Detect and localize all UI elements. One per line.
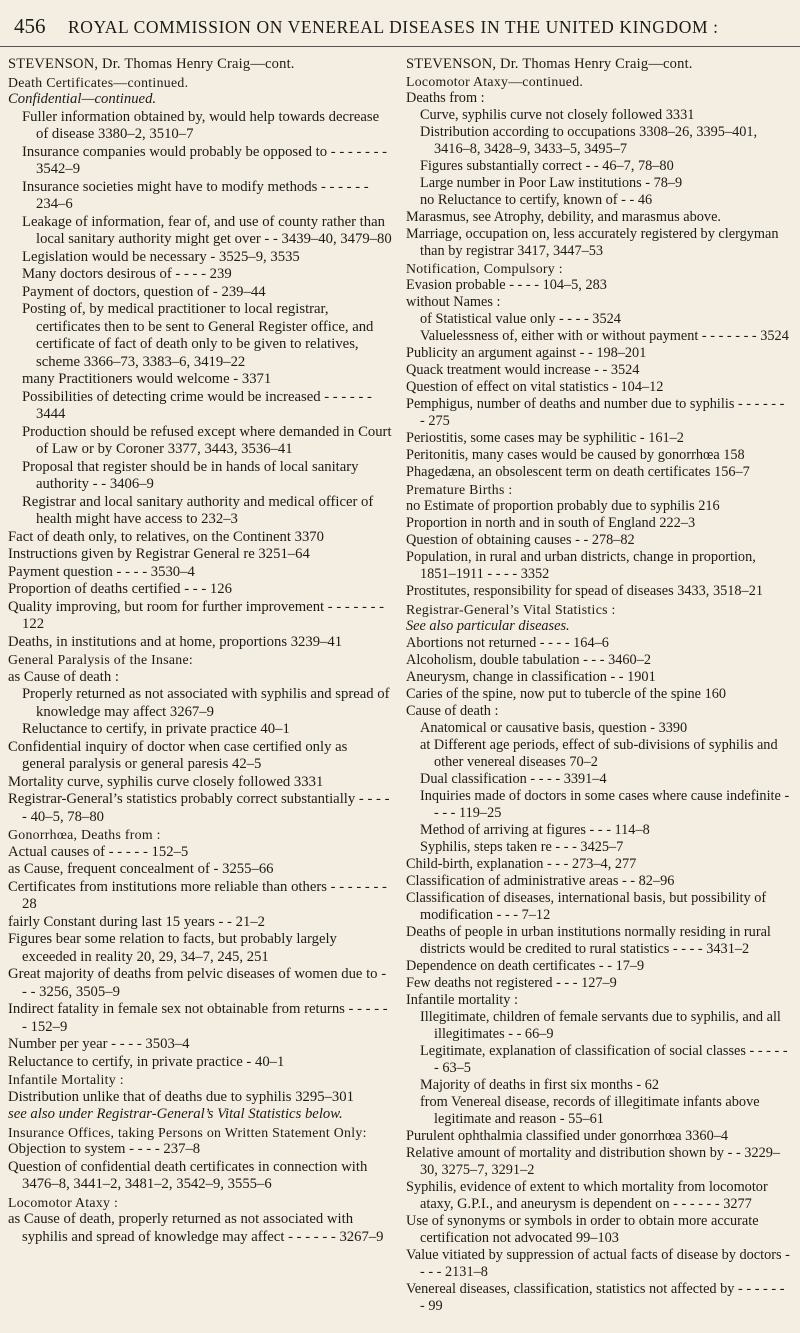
index-entry: Fuller information obtained by, would help towards decrease of disease 3380–2, 3510–7 bbox=[22, 108, 380, 142]
index-entry: no Reluctance to certify, known of - - 46 bbox=[420, 192, 653, 209]
index-entry: Phagedæna, an obsolescent term on death certificates 156–7 bbox=[406, 464, 750, 481]
index-entry: Infantile Mortality : bbox=[8, 1072, 124, 1087]
index-entry: Aneurysm, change in classification - - 1901 bbox=[406, 668, 656, 685]
index-entry: Dependence on death certificates - - 17–9 bbox=[406, 957, 645, 974]
index-entry: Value vitiated by suppression of actual facts of disease by doctors - - - - 2131–8 bbox=[406, 1247, 790, 1281]
index-entry: Publicity an argument against - - 198–201 bbox=[406, 345, 647, 362]
index-entry: Actual causes of - - - - - 152–5 bbox=[8, 843, 189, 860]
index-entry: Confidential—continued. bbox=[8, 91, 157, 107]
index-entry: Deaths, in institutions and at home, proportions 3239–41 bbox=[8, 633, 343, 650]
index-entry: Insurance companies would probably be opposed to - - - - - - - 3542–9 bbox=[22, 143, 388, 177]
index-entry: Alcoholism, double tabulation - - - 3460–2 bbox=[406, 651, 651, 668]
index-entry: Large number in Poor Law institutions - 78–9 bbox=[420, 175, 683, 192]
index-entry: Quality improving, but room for further improvement - - - - - - - 122 bbox=[8, 598, 385, 632]
index-entry: from Venereal disease, records of illegitimate infants above legitimate and reason - 55–61 bbox=[420, 1093, 760, 1127]
index-entry: Premature Births : bbox=[406, 482, 513, 498]
index-entry: Payment question - - - - 3530–4 bbox=[8, 563, 195, 580]
index-entry: Objection to system - - - - 237–8 bbox=[8, 1141, 201, 1157]
index-entry: Gonorrhœa, Deaths from : bbox=[8, 827, 161, 842]
index-entry: Syphilis, steps taken re - - - 3425–7 bbox=[420, 838, 624, 855]
index-entry: Classification of administrative areas - - 82–96 bbox=[406, 872, 675, 889]
index-entry: Use of synonyms or symbols in order to obtain more accurate certification not advocated 99–103 bbox=[406, 1213, 759, 1247]
index-entry: at Different age periods, effect of sub-divisions of syphilis and other venereal diseases 70–2 bbox=[420, 736, 778, 770]
index-entry: Valuelessness of, either with or without payment - - - - - - - 3524 bbox=[420, 328, 789, 345]
index-entry: Anatomical or causative basis, question - 3390 bbox=[420, 719, 688, 736]
index-entry: Reluctance to certify, in private practice 40–1 bbox=[22, 721, 290, 737]
index-entry: Leakage of information, fear of, and use of county rather than local sanitary authority might get over - - 3439–40, 3479–80 bbox=[22, 213, 392, 247]
index-entry: Locomotor Ataxy : bbox=[8, 1194, 119, 1210]
index-entry: Legitimate, explanation of classification of social classes - - - - - - 63–5 bbox=[420, 1042, 788, 1076]
index-entry: Registrar-General’s statistics probably correct substantially - - - - - 40–5, 78–80 bbox=[8, 791, 390, 825]
index-entry: Infantile mortality : bbox=[406, 991, 518, 1008]
index-entry: Posting of, by medical practitioner to local registrar, certificates then to be sent to General Register office, and certificate of fact of death only to be given to relatives, scheme 3366–73, 3383–6, 3419–22 bbox=[22, 301, 374, 370]
index-entry: Many doctors desirous of - - - - 239 bbox=[22, 266, 232, 282]
index-entry: Periostitis, some cases may be syphilitic - 161–2 bbox=[406, 430, 684, 447]
index-entry: Classification of diseases, international basis, but possibility of modification - - - 7–12 bbox=[406, 889, 767, 923]
index-entry: Question of obtaining causes - - 278–82 bbox=[406, 532, 635, 549]
index-entry: of Statistical value only - - - - 3524 bbox=[420, 311, 621, 328]
index-entry: see also under Registrar-General’s Vital Statistics below. bbox=[8, 1106, 343, 1122]
index-entry: as Cause of death, properly returned as not associated with syphilis and spread of knowledge may affect - - - - - - 3267–9 bbox=[8, 1211, 384, 1245]
index-entry: Child-birth, explanation - - - 273–4, 277 bbox=[406, 855, 637, 872]
header-rule bbox=[0, 46, 800, 47]
index-entry: fairly Constant during last 15 years - - 21–2 bbox=[8, 913, 265, 930]
index-entry: Quack treatment would increase - - 3524 bbox=[406, 362, 640, 379]
index-entry: Illegitimate, children of female servants due to syphilis, and all illegitimates - - 66–9 bbox=[420, 1008, 781, 1042]
index-entry: Syphilis, evidence of extent to which mortality from locomotor ataxy, G.P.I., and aneurysm is dependent on - - - - - - 3277 bbox=[406, 1179, 768, 1213]
index-entry: Purulent ophthalmia classified under gonorrhœa 3360–4 bbox=[406, 1127, 729, 1144]
index-entry: as Cause of death : bbox=[8, 668, 119, 685]
left-column bbox=[8, 56, 394, 1246]
index-entry: Caries of the spine, now put to tubercle of the spine 160 bbox=[406, 685, 727, 702]
index-entry: Pemphigus, number of deaths and number due to syphilis - - - - - - - 275 bbox=[406, 396, 785, 430]
index-entry: Payment of doctors, question of - 239–44 bbox=[22, 283, 266, 300]
index-entry: Reluctance to certify, in private practice - 40–1 bbox=[8, 1053, 285, 1070]
index-entry: Marriage, occupation on, less accurately registered by clergyman than by registrar 3417, 3447–53 bbox=[406, 226, 779, 260]
index-entry: Number per year - - - - 3503–4 bbox=[8, 1036, 190, 1052]
index-entry: Legislation would be necessary - 3525–9, 3535 bbox=[22, 248, 300, 265]
index-entry: See also particular diseases. bbox=[406, 617, 570, 634]
index-entry: without Names : bbox=[406, 294, 501, 311]
index-entry: Marasmus, see Atrophy, debility, and marasmus above. bbox=[406, 209, 721, 226]
index-entry: Evasion probable - - - - 104–5, 283 bbox=[406, 277, 607, 294]
index-entry: Proportion of deaths certified - - - 126 bbox=[8, 581, 232, 597]
index-entry: Death Certificates—continued. bbox=[8, 74, 189, 90]
index-entry: Inquiries made of doctors in some cases where cause indefinite - - - - 119–25 bbox=[420, 787, 790, 821]
index-entry: Peritonitis, many cases would be caused by gonorrhœa 158 bbox=[406, 447, 745, 464]
running-title: ROYAL COMMISSION ON VENEREAL DISEASES IN THE UNITED KINGDOM : bbox=[68, 17, 719, 37]
index-entry: Curve, syphilis curve not closely followed 3331 bbox=[420, 107, 695, 124]
index-entry: Few deaths not registered - - - 127–9 bbox=[406, 974, 617, 991]
index-entry: STEVENSON, Dr. Thomas Henry Craig—cont. bbox=[8, 56, 295, 72]
index-entry: many Practitioners would welcome - 3371 bbox=[22, 371, 272, 387]
index-entry: Locomotor Ataxy—continued. bbox=[406, 74, 584, 90]
page-number: 456 bbox=[14, 14, 46, 38]
index-entry: Proportion in north and in south of England 222–3 bbox=[406, 515, 696, 532]
index-entry: Registrar and local sanitary authority and medical officer of health might have access to 232–3 bbox=[22, 493, 374, 527]
index-entry: Production should be refused except where demanded in Court of Law or by Coroner 3377, 3443, 3536–41 bbox=[22, 423, 392, 457]
index-entry: Notification, Compulsory : bbox=[406, 261, 563, 277]
index-entry: Insurance Offices, taking Persons on Written Statement Only: bbox=[8, 1124, 367, 1140]
index-entry: Fact of death only, to relatives, on the Continent 3370 bbox=[8, 528, 324, 545]
index-entry: Cause of death : bbox=[406, 702, 499, 719]
index-entry: Dual classification - - - - 3391–4 bbox=[420, 770, 607, 787]
index-entry: Prostitutes, responsibility for spead of diseases 3433, 3518–21 bbox=[406, 583, 763, 600]
index-entry: Figures substantially correct - - 46–7, 78–80 bbox=[420, 158, 674, 175]
index-entry: Properly returned as not associated with syphilis and spread of knowledge may affect 3267–9 bbox=[22, 686, 390, 720]
index-entry: Certificates from institutions more reliable than others - - - - - - - 28 bbox=[8, 878, 387, 912]
index-entry: Mortality curve, syphilis curve closely followed 3331 bbox=[8, 773, 324, 790]
page-header bbox=[0, 14, 800, 40]
index-entry: Possibilities of detecting crime would be increased - - - - - - 3444 bbox=[22, 388, 372, 422]
index-entry: General Paralysis of the Insane: bbox=[8, 652, 194, 667]
index-entry: Question of effect on vital statistics - 104–12 bbox=[406, 379, 664, 396]
index-entry: no Estimate of proportion probably due to syphilis 216 bbox=[406, 498, 720, 515]
index-entry: STEVENSON, Dr. Thomas Henry Craig—cont. bbox=[406, 56, 693, 72]
index-entry: Deaths of people in urban institutions normally residing in rural districts would be credited to rural statistics - - - - 3431–2 bbox=[406, 923, 771, 957]
index-entry: Confidential inquiry of doctor when case certified only as general paralysis or general paresis 42–5 bbox=[8, 738, 348, 772]
index-entry: Majority of deaths in first six months - 62 bbox=[420, 1076, 660, 1093]
index-entry: Indirect fatality in female sex not obtainable from returns - - - - - - 152–9 bbox=[8, 1001, 388, 1035]
index-entry: Abortions not returned - - - - 164–6 bbox=[406, 634, 609, 651]
index-entry: Population, in rural and urban districts, change in proportion, 1851–1911 - - - - 3352 bbox=[406, 549, 756, 583]
index-entry: Registrar-General’s Vital Statistics : bbox=[406, 601, 616, 617]
index-entry: Distribution unlike that of deaths due to syphilis 3295–301 bbox=[8, 1088, 354, 1105]
index-entry: Deaths from : bbox=[406, 90, 485, 107]
index-entry: Figures bear some relation to facts, but probably largely exceeded in reality 20, 29, 34–7, 245, 251 bbox=[8, 931, 337, 965]
index-entry: Proposal that register should be in hands of local sanitary authority - - 3406–9 bbox=[22, 458, 359, 492]
index-entry: Insurance societies might have to modify methods - - - - - - 234–6 bbox=[22, 178, 369, 212]
index-entry: Instructions given by Registrar General re 3251–64 bbox=[8, 546, 310, 562]
index-entry: Distribution according to occupations 3308–26, 3395–401, 3416–8, 3428–9, 3433–5, 3495–7 bbox=[420, 124, 758, 158]
index-entry: as Cause, frequent concealment of - 3255–66 bbox=[8, 861, 274, 877]
right-column bbox=[406, 56, 792, 1315]
index-entry: Great majority of deaths from pelvic diseases of women due to - - - 3256, 3505–9 bbox=[8, 966, 387, 1000]
index-entry: Venereal diseases, classification, statistics not affected by - - - - - - - 99 bbox=[406, 1281, 785, 1315]
index-entry: Method of arriving at figures - - - 114–8 bbox=[420, 821, 650, 838]
index-entry: Relative amount of mortality and distribution shown by - - 3229–30, 3275–7, 3291–2 bbox=[406, 1145, 781, 1179]
index-entry: Question of confidential death certificates in connection with 3476–8, 3441–2, 3481–2, 3542–9, 3555–6 bbox=[8, 1158, 368, 1192]
